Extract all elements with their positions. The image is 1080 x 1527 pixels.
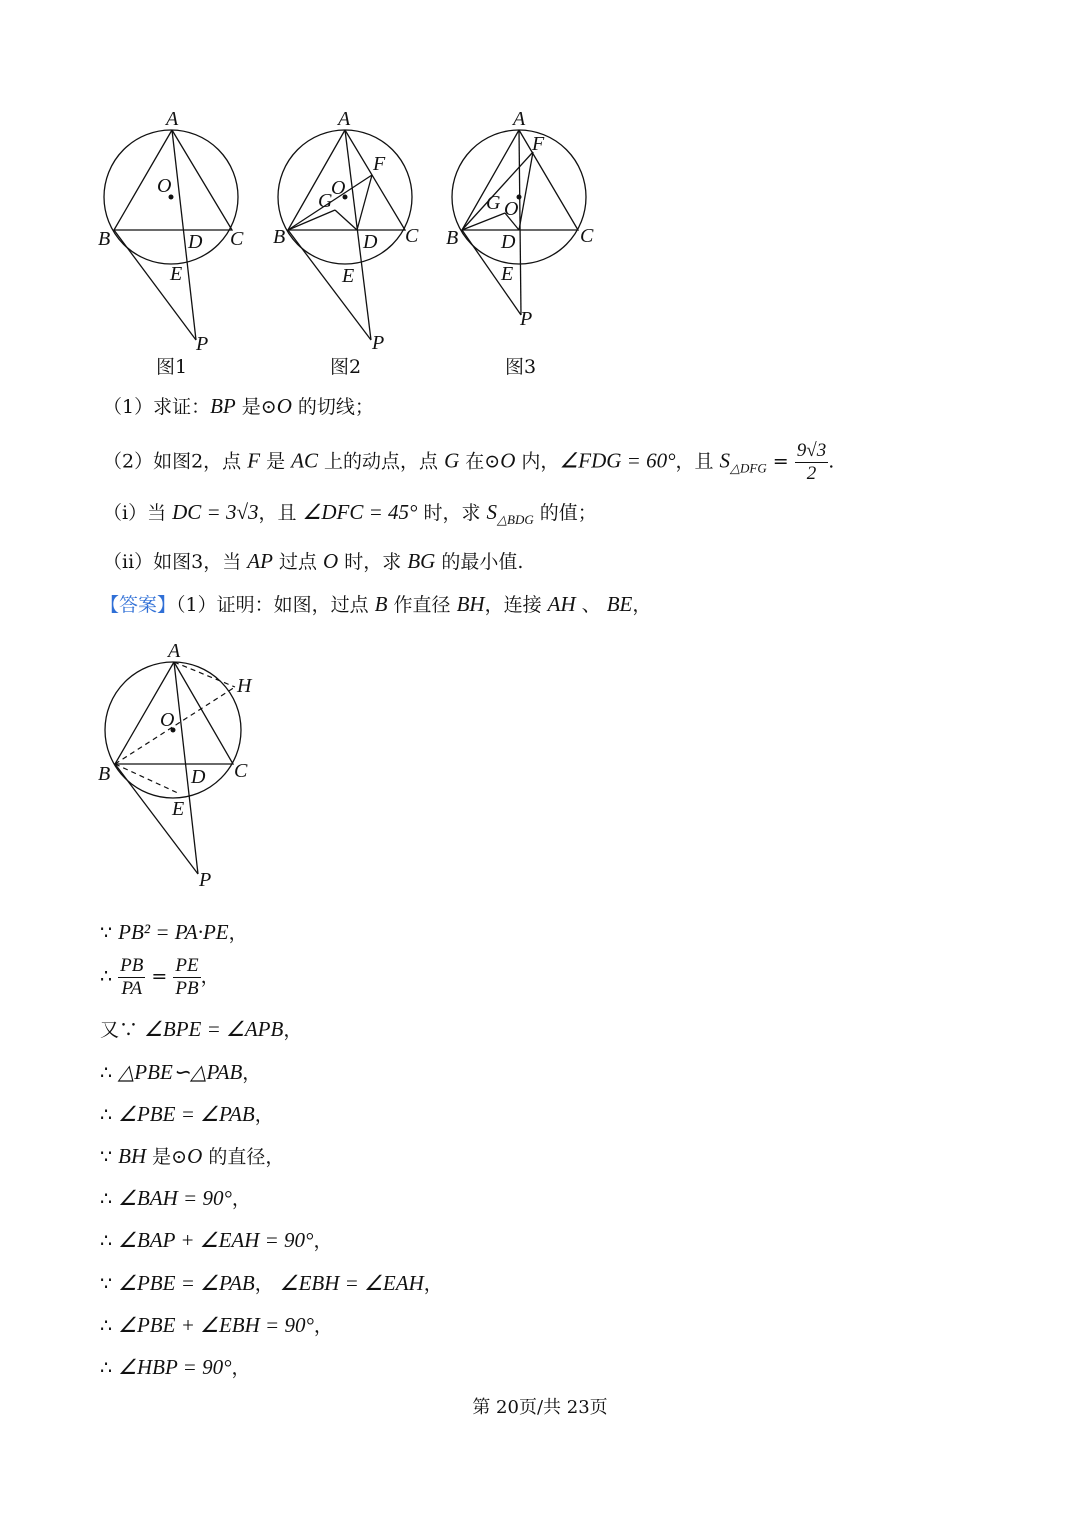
label-e: E bbox=[501, 263, 514, 285]
label-p: P bbox=[196, 333, 209, 355]
label-d: D bbox=[188, 231, 203, 253]
proof-step-7: ∴ ∠BAH = 90°， bbox=[100, 1186, 251, 1210]
question-2-i: （i）当 DC = 3√3，且 ∠DFC = 45° 时，求 $S_{\triangle BDG}$ 的值； bbox=[103, 500, 597, 527]
proof-step-3: 又∵ ∠BPE = ∠APB， bbox=[100, 1017, 303, 1041]
question-2-ii: （ii）如图3，当 AP 过点 O 时，求 BG 的最小值. bbox=[103, 549, 524, 573]
question-2: （2）如图2，点 F 是 AC 上的动点，点 G 在⊙O 内，∠FDG = 60°，且 $S_{\triangle DFG}$ = $\frac{9√3}{2}$ . bbox=[103, 440, 835, 484]
proof-step-10: ∴ ∠PBE + ∠EBH = 90°， bbox=[100, 1313, 333, 1337]
label-b: B bbox=[273, 226, 286, 248]
answer-intro: 【答案】（1）证明：如图，过点 B 作直径 BH，连接 AH 、 BE， bbox=[100, 592, 652, 616]
label-a: A bbox=[513, 108, 526, 130]
label-g: G bbox=[486, 192, 501, 214]
diameter-bh bbox=[115, 687, 235, 764]
label-a: A bbox=[166, 108, 179, 130]
label-b: B bbox=[446, 227, 459, 249]
segment-bp bbox=[114, 230, 196, 340]
segment-df bbox=[519, 152, 533, 230]
segment-be bbox=[115, 764, 180, 794]
label-d: D bbox=[363, 231, 378, 253]
label-f: F bbox=[373, 153, 386, 175]
figure-4 bbox=[90, 640, 270, 890]
label-a: A bbox=[338, 108, 351, 130]
proof-step-5: ∴ ∠PBE = ∠PAB， bbox=[100, 1102, 274, 1126]
area-fraction: $\frac{9√3}{2}$ bbox=[796, 440, 827, 484]
label-p: P bbox=[199, 869, 212, 891]
figure-2-caption: 图2 bbox=[330, 356, 362, 378]
label-o: O bbox=[157, 175, 172, 197]
proof-step-9: ∵ ∠PBE = ∠PAB， ∠EBH = ∠EAH， bbox=[100, 1271, 443, 1295]
answer-tag: 【答案】 bbox=[100, 594, 177, 616]
segment-bg bbox=[462, 213, 505, 230]
label-c: C bbox=[405, 225, 419, 247]
segment-bf bbox=[462, 152, 533, 230]
proof-step-11: ∴ ∠HBP = 90°， bbox=[100, 1355, 251, 1379]
label-e: E bbox=[170, 263, 183, 285]
label-o: O bbox=[504, 198, 519, 220]
figure-2 bbox=[265, 105, 440, 355]
label-c: C bbox=[234, 760, 248, 782]
label-p: P bbox=[520, 308, 533, 330]
segment-ah bbox=[174, 662, 235, 687]
label-b: B bbox=[98, 763, 111, 785]
question-1: （1）求证：BP 是⊙O 的切线； bbox=[103, 394, 374, 418]
proof-step-4: ∴ △PBE∽△PAB， bbox=[100, 1060, 262, 1084]
label-c: C bbox=[580, 225, 594, 247]
label-a: A bbox=[168, 640, 181, 662]
label-f: F bbox=[532, 133, 545, 155]
proof-step-1: ∵ PB² = PA·PE， bbox=[100, 920, 248, 944]
figure-3-caption: 图3 bbox=[505, 356, 537, 378]
label-e: E bbox=[172, 798, 185, 820]
triangle-abc bbox=[114, 130, 232, 230]
label-d: D bbox=[191, 766, 206, 788]
label-o: O bbox=[331, 177, 346, 199]
segment-bp bbox=[288, 230, 371, 340]
proof-step-8: ∴ ∠BAP + ∠EAH = 90°， bbox=[100, 1228, 333, 1252]
label-p: P bbox=[372, 332, 385, 354]
segment-bg bbox=[288, 210, 335, 230]
label-o: O bbox=[160, 709, 175, 731]
segment-dg bbox=[335, 210, 357, 230]
proof-step-6: ∵ BH 是⊙O 的直径， bbox=[100, 1144, 285, 1168]
figure-1 bbox=[90, 105, 265, 355]
proof-step-2: ∴ $\frac{PB}{PA}$ = $\frac{PE}{PB}$ ， bbox=[100, 955, 220, 999]
label-h: H bbox=[237, 675, 252, 697]
figure-3 bbox=[440, 105, 615, 355]
label-e: E bbox=[342, 265, 355, 287]
label-c: C bbox=[230, 228, 244, 250]
label-b: B bbox=[98, 228, 111, 250]
segment-bp bbox=[115, 764, 198, 874]
figure-1-caption: 图1 bbox=[156, 356, 188, 378]
label-g: G bbox=[318, 190, 333, 212]
label-d: D bbox=[501, 231, 516, 253]
page-footer: 第 20页/共 23页 bbox=[472, 1397, 608, 1418]
